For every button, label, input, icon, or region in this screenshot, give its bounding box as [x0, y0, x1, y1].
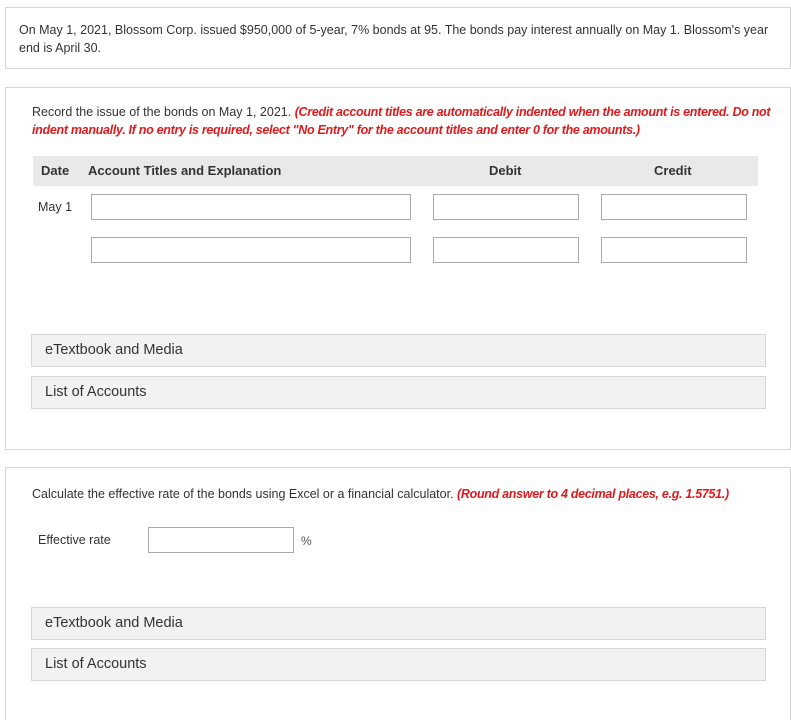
- list-of-accounts-button[interactable]: List of Accounts: [31, 376, 766, 409]
- account-title-input-2[interactable]: [91, 237, 411, 263]
- header-debit: Debit: [489, 163, 522, 178]
- credit-input-1[interactable]: [601, 194, 747, 220]
- percent-unit: %: [301, 534, 312, 548]
- entry-date: May 1: [38, 200, 73, 214]
- header-account-titles: Account Titles and Explanation: [88, 163, 282, 178]
- journal-instruction-text: Record the issue of the bonds on May 1, 2021.: [32, 105, 292, 119]
- account-title-input-1[interactable]: [91, 194, 411, 220]
- journal-instruction-note: (Credit account titles are automatically indented when the amount is entered. Do not indent manually. If no entry is required, select "No Entry" for the account titles and enter 0 for the amounts.): [32, 105, 771, 137]
- effective-rate-label: Effective rate: [38, 533, 111, 547]
- credit-input-2[interactable]: [601, 237, 747, 263]
- rate-instruction-text: Calculate the effective rate of the bonds using Excel or a financial calculator.: [32, 487, 454, 501]
- header-credit: Credit: [654, 163, 692, 178]
- debit-input-2[interactable]: [433, 237, 579, 263]
- journal-table-header: [33, 156, 758, 186]
- rate-instruction-note: (Round answer to 4 decimal places, e.g. 1.5751.): [457, 487, 729, 501]
- journal-entry-card: [5, 87, 791, 450]
- rate-instruction: [32, 485, 772, 503]
- effective-rate-input[interactable]: [148, 527, 294, 553]
- problem-statement: On May 1, 2021, Blossom Corp. issued $950,000 of 5-year, 7% bonds at 95. The bonds pay interest annually on May 1. Blossom's year end is April 30.: [19, 23, 769, 55]
- header-date: Date: [41, 163, 70, 178]
- problem-card: [5, 7, 791, 69]
- etextbook-media-button[interactable]: eTextbook and Media: [31, 334, 766, 367]
- effective-rate-card: [5, 467, 791, 720]
- journal-instruction: [32, 103, 772, 139]
- etextbook-media-button[interactable]: eTextbook and Media: [31, 607, 766, 640]
- debit-input-1[interactable]: [433, 194, 579, 220]
- list-of-accounts-button[interactable]: List of Accounts: [31, 648, 766, 681]
